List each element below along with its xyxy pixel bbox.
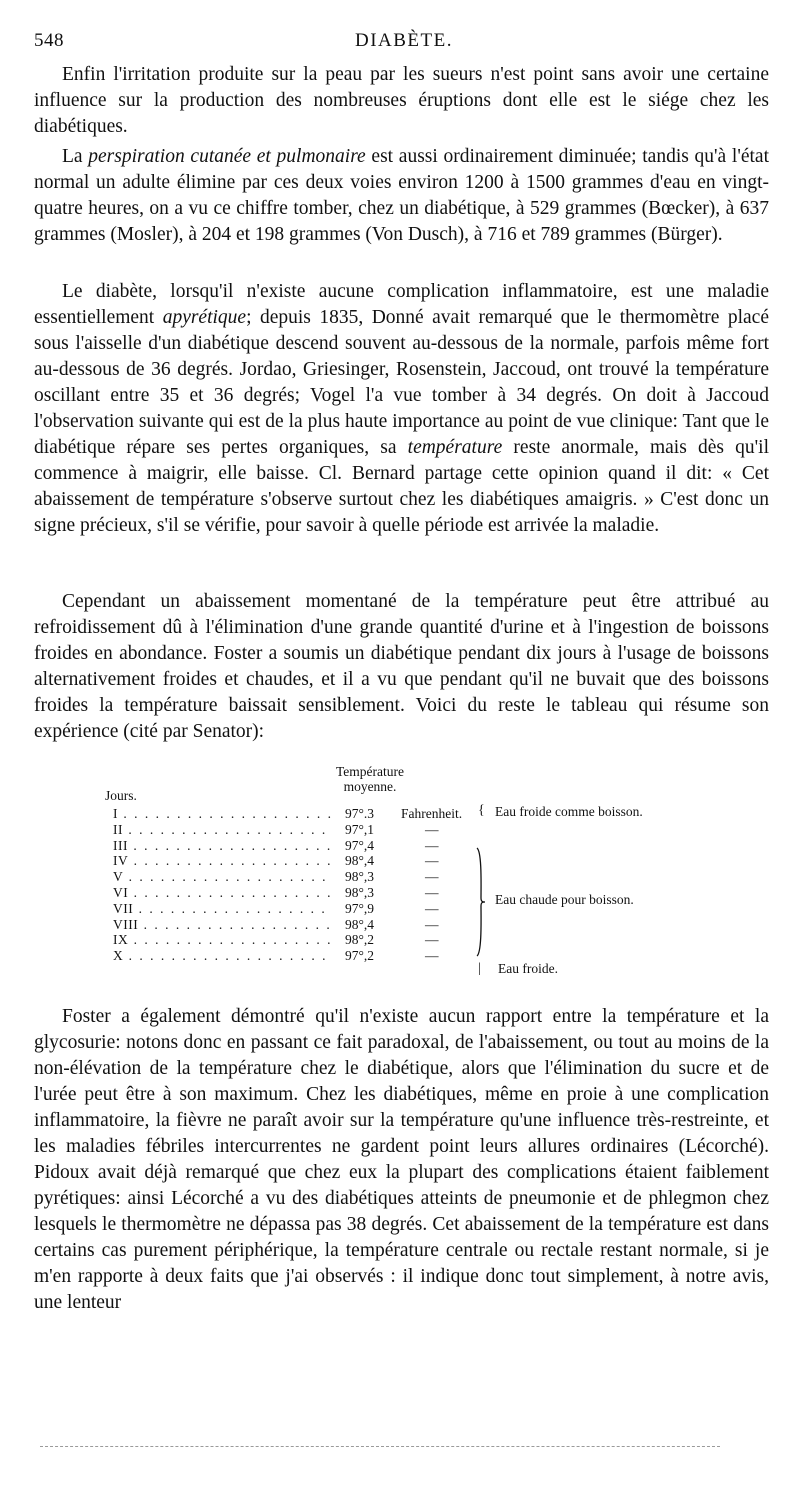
- ditto-dash: —: [425, 900, 439, 916]
- temperature-value: 97°,9: [345, 900, 375, 916]
- paragraph-apyretic: [34, 279, 769, 539]
- ditto-dash: —: [425, 821, 439, 837]
- note-cold-water: Eau froide.: [498, 961, 558, 976]
- day-label: VIII . . .: [113, 917, 333, 933]
- temperature-value: 98°,3: [345, 869, 375, 885]
- note-hot-drink: Eau chaude pour boisson.: [495, 892, 634, 907]
- paragraph-perspiration: [34, 144, 769, 248]
- temperature-table: [105, 764, 705, 984]
- paragraph-foster-experiment: [34, 589, 769, 745]
- paragraph-text: ; depuis 1835, Donné avait remarqué que le thermomètre placé sous l'aisselle d'un diabétique descend souvent au-dessous de la normale, parfois même fort au-dessous de 36 degrés. Jordao, Griesinger, Rosenstein, Jaccoud, ont trouvé la température oscillant entre 35 et 36 degrés; Vogel l'a vue tomber à 34 degrés. On doit à Jaccoud l'observation suivante qui est de la plus haute importance au point de vue clinique: Tant que le diabétique répare ses pertes organiques, sa: [34, 307, 769, 458]
- day-label: IV . . .: [113, 853, 333, 869]
- day-label: III . . .: [113, 838, 333, 854]
- temperature-value: 97°,4: [345, 837, 375, 853]
- header-line: Température: [335, 764, 404, 779]
- temperature-value: 97°.3: [345, 806, 375, 821]
- page-header: [34, 30, 774, 58]
- table-row: [113, 917, 713, 933]
- ditto-dash: —: [425, 884, 439, 900]
- column-header-temperature: [325, 764, 415, 794]
- day-label: IX . . .: [113, 932, 333, 948]
- footer-rule: [40, 1446, 720, 1447]
- temperature-value: 97°,1: [345, 821, 375, 837]
- table-row: [113, 869, 713, 885]
- note-cold-drink: Eau froide comme boisson.: [495, 804, 643, 819]
- paragraph-skin-irritation: [34, 62, 769, 140]
- ditto-dash: —: [425, 948, 439, 964]
- paragraph-text: Foster a également démontré qu'il n'existe aucun rapport entre la température et la glycosurie: notons donc en passant ce fait paradoxal, de l'abaissement, ou tout au moins de la non-élévation de la température chez le diabétique, alors que l'élimination du sucre et de l'urée peut être à son maximum. Chez les diabétiques, même en proie à une complication inflammatoire, la fièvre ne paraît avoir sur la température qu'une influence très-restreinte, et les maladies fébriles intercurrentes ne gardent point leurs allures ordinaires (Lécorché). Pidoux avait déjà remarqué que chez eux la plupart des complications étaient faiblement pyrétiques: ainsi Lécorché a vu des diabétiques atteints de pneumonie et de phlegmon chez lesquels le thermomètre ne dépassa pas 38 degrés. Cet abaissement de la température est dans certains cas purement périphérique, la température centrale ou rectale restant normale, si je m'en rapporte à deux faits que j'ai observés : il indique donc tout simplement, à notre avis, une lenteur: [34, 1006, 769, 1313]
- ditto-dash: —: [425, 932, 439, 948]
- italic-term: apyrétique: [162, 307, 247, 328]
- temperature-value: 97°,2: [345, 948, 375, 964]
- table-row: [113, 853, 713, 869]
- column-header-days: Jours.: [105, 788, 137, 803]
- page-number: 548: [34, 30, 64, 51]
- day-label: II . . .: [113, 822, 333, 838]
- italic-term: température: [407, 437, 503, 458]
- running-title: DIABÈTE.: [354, 30, 453, 51]
- day-label: VI . . .: [113, 885, 333, 901]
- day-label: I . . .: [113, 806, 333, 822]
- temperature-value: 98°,2: [345, 932, 375, 948]
- day-label: V . . .: [113, 869, 333, 885]
- paragraph-glycosuria: [34, 1004, 769, 1316]
- paragraph-text: Le diabète, lorsqu'il n'existe aucune complication inflammatoire, est une maladie essentiellement: [34, 281, 769, 328]
- paragraph-text: est aussi ordinairement diminuée; tandis qu'à l'état normal un adulte élimine par ces deux voies environ 1200 à 1500 grammes d'eau en vingt-quatre heures, on a vu ce chiffre tomber, chez un diabétique, à 529 grammes (Bœcker), à 637 grammes (Mosler), à 204 et 198 grammes (Von Dusch), à 716 et 789 grammes (Bürger).: [34, 146, 769, 245]
- bracket-mark: |: [478, 961, 481, 976]
- table-row: [113, 932, 713, 948]
- temperature-value: 98°,4: [345, 853, 375, 869]
- table-row: [113, 948, 713, 964]
- paragraph-text: Cependant un abaissement momentané de la température peut être attribué au refroidissement dû à l'élimination d'une grande quantité d'urine et à l'ingestion de boissons froides en abondance. Foster a soumis un diabétique pendant dix jours à l'usage de boissons alternativement froides et chaudes, et il a vu que pendant qu'il ne buvait que des boissons froides la température baissait sensiblement. Voici du reste le tableau qui résume son expérience (cité par Senator):: [34, 591, 769, 742]
- day-label: X . . .: [113, 948, 333, 964]
- header-line: moyenne.: [343, 779, 397, 794]
- italic-term: perspiration cutanée et pulmonaire: [88, 146, 366, 167]
- temperature-value: 98°,4: [345, 916, 375, 932]
- temperature-value: 98°,3: [345, 884, 375, 900]
- paragraph-text: La: [62, 146, 89, 167]
- brace-mark: [475, 846, 487, 958]
- ditto-dash: —: [425, 869, 439, 885]
- ditto-dash: —: [425, 916, 439, 932]
- table-rows: [113, 803, 713, 964]
- table-row: [113, 838, 713, 854]
- ditto-dash: —: [425, 837, 439, 853]
- temperature-unit: Fahrenheit.: [401, 806, 463, 821]
- paragraph-text: Enfin l'irritation produite sur la peau par les sueurs n'est point sans avoir une certaine influence sur la production des nombreuses éruptions dont elle est le siége chez les diabétiques.: [34, 64, 769, 137]
- day-label: VII . . .: [113, 901, 333, 917]
- table-row: [113, 822, 713, 838]
- ditto-dash: —: [425, 853, 439, 869]
- paragraph-text: reste anormale, mais dès qu'il commence à maigrir, elle baisse. Cl. Bernard partage cette opinion quand il dit: « Cet abaissement de température s'observe surtout chez les diabétiques amaigris. » C'est donc un signe précieux, s'il se vérifie, pour savoir à quelle période est arrivée la maladie.: [34, 437, 769, 536]
- bracket-mark: {: [478, 803, 485, 818]
